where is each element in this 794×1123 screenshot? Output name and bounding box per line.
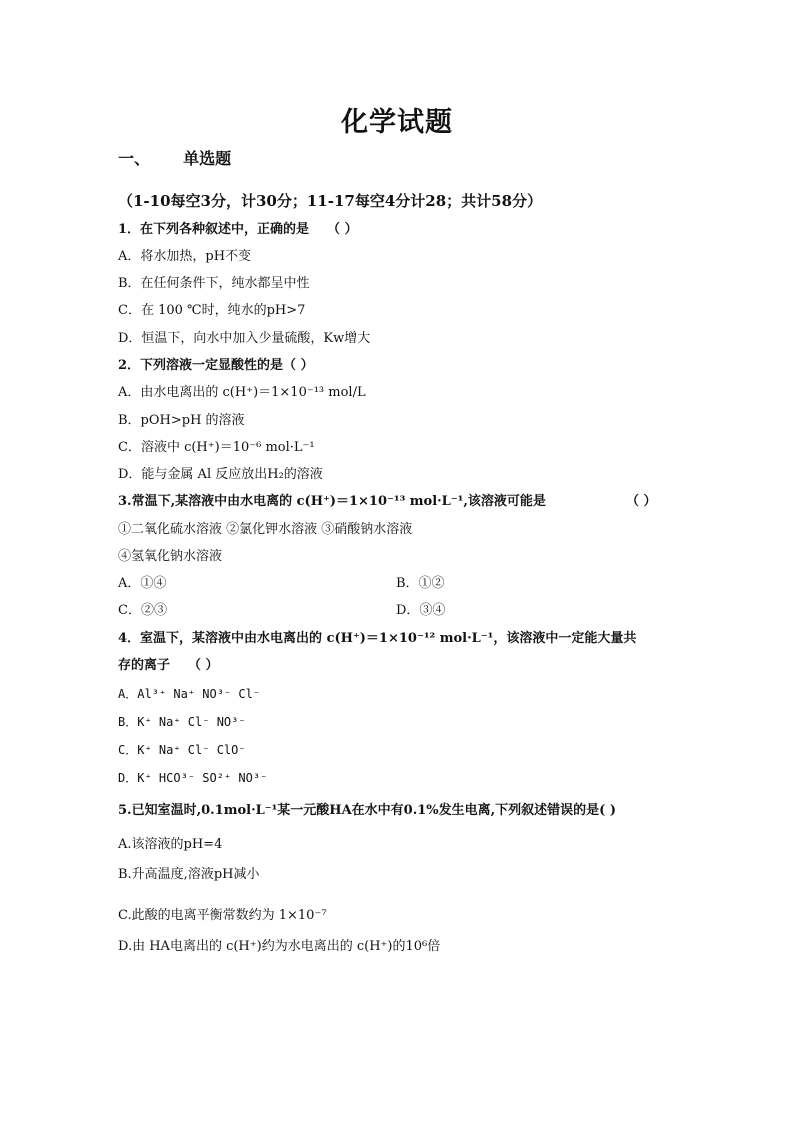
question-4-option-c: C．K⁺ Na⁺ Cl⁻ ClO⁻	[118, 743, 246, 757]
question-1-option-c: C．在 100 ℃时，纯水的pH>7	[118, 303, 306, 318]
exam-title: 化学试题	[341, 107, 453, 138]
question-3-blank: （ ）	[626, 494, 657, 509]
question-3-choices-line-2: ④氢氧化钠水溶液	[118, 549, 223, 564]
question-1-option-d: D．恒温下，向水中加入少量硫酸，Kw增大	[118, 331, 371, 346]
question-3-option-a: A．①④	[118, 576, 167, 591]
section-heading	[118, 150, 231, 168]
question-4-stem-line-2: 存的离子 （ ）	[118, 658, 219, 673]
answer-blank: （ ）	[188, 658, 219, 673]
question-3-option-d: D．③④	[396, 603, 446, 618]
question-4-stem-line-1: 4．室温下，某溶液中由水电离出的 c(H⁺)＝1×10⁻¹² mol·L⁻¹，该溶液中一定能大量共	[118, 631, 637, 646]
answer-blank: （ ）	[327, 222, 358, 237]
question-5-option-c: C.此酸的电离平衡常数约为 1×10⁻⁷	[118, 908, 327, 923]
question-4-option-b: B．K⁺ Na⁺ Cl⁻ NO³⁻	[118, 715, 246, 729]
question-5-option-d: D.由 HA电离出的 c(H⁺)约为水电离出的 c(H⁺)的10⁶倍	[118, 939, 441, 954]
section-number: 一、	[118, 149, 151, 168]
question-2-option-b: B．pOH>pH 的溶液	[118, 413, 245, 428]
question-2-option-a: A．由水电离出的 c(H⁺)＝1×10⁻¹³ mol/L	[118, 385, 366, 400]
question-5-stem: 5.已知室温时,0.1mol·L⁻¹某一元酸HA在水中有0.1%发生电离,下列叙述错误的是( )	[118, 803, 616, 818]
question-4-option-d: D．K⁺ HCO³⁻ SO²⁺ NO³⁻	[118, 771, 268, 785]
question-2-option-c: C．溶液中 c(H⁺)＝10⁻⁶ mol·L⁻¹	[118, 440, 315, 455]
question-1-option-a: A．将水加热，pH不变	[118, 249, 252, 264]
question-2-stem: 2．下列溶液一定显酸性的是（ ）	[118, 358, 314, 373]
question-5-option-b: B.升高温度,溶液pH减小	[118, 867, 260, 882]
section-name: 单选题	[183, 149, 232, 168]
question-3-option-c: C．②③	[118, 603, 167, 618]
scoring-note: （1-10每空3分，计30分；11-17每空4分计28；共计58分）	[118, 192, 543, 210]
question-3-stem: 3.常温下,某溶液中由水电离的 c(H⁺)＝1×10⁻¹³ mol·L⁻¹,该溶液可能是	[118, 494, 546, 509]
question-1-option-b: B．在任何条件下，纯水都呈中性	[118, 276, 310, 291]
question-3-choices-line-1: ①二氧化硫水溶液 ②氯化钾水溶液 ③硝酸钠水溶液	[118, 522, 413, 537]
question-5-option-a: A.该溶液的pH=4	[118, 837, 223, 852]
question-2-option-d: D．能与金属 Al 反应放出H₂的溶液	[118, 467, 323, 482]
question-3-option-b: B．①②	[396, 576, 445, 591]
question-1-stem: 1．在下列各种叙述中，正确的是 （ ）	[118, 222, 358, 237]
question-4-option-a: A．Al³⁺ Na⁺ NO³⁻ Cl⁻	[118, 687, 261, 701]
